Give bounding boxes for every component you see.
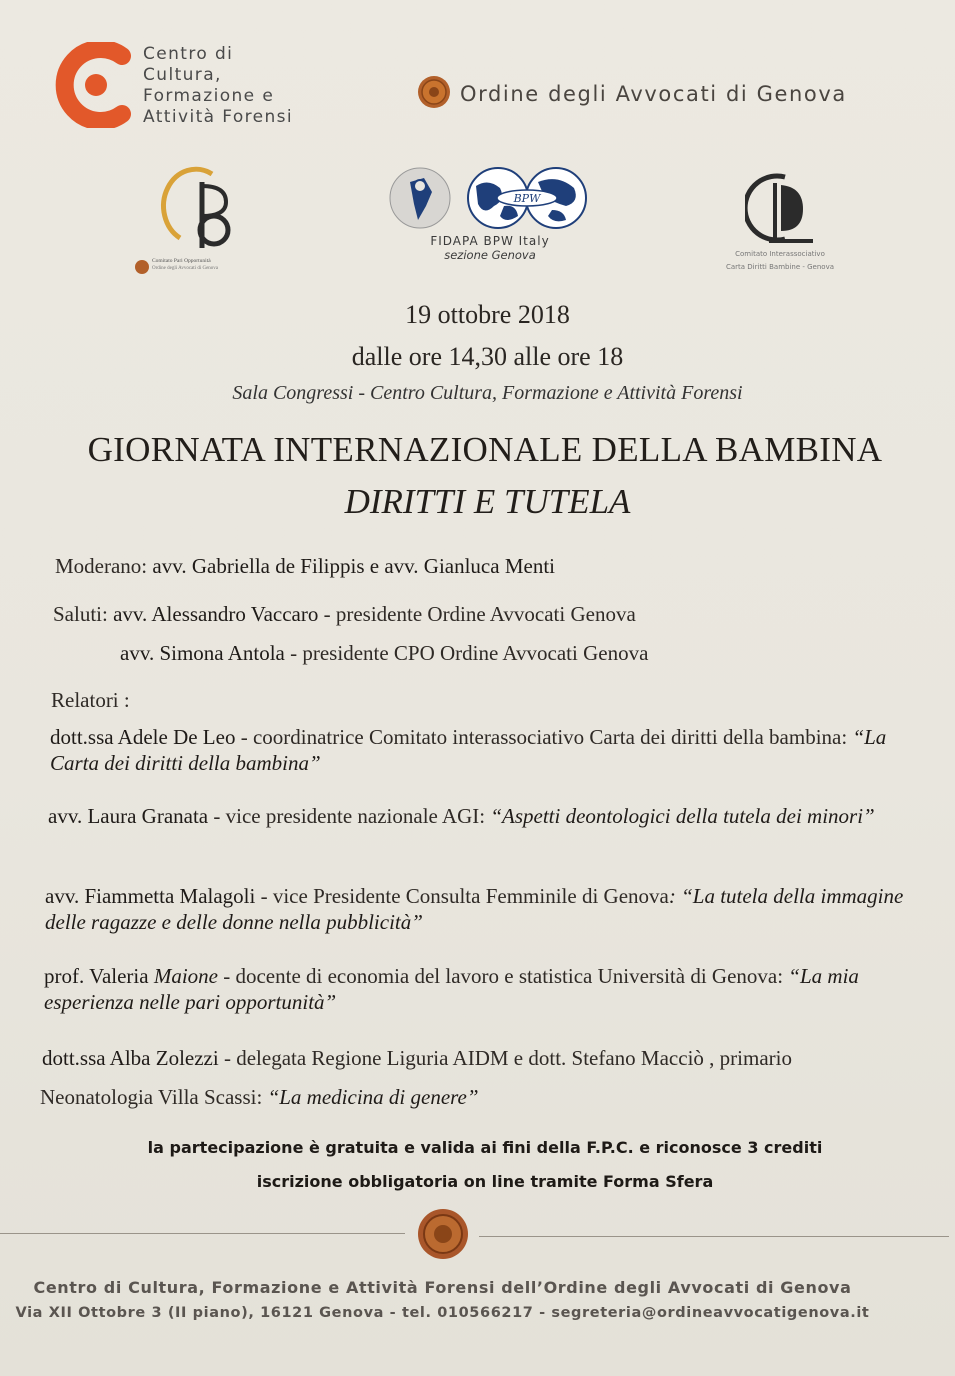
moderators-line	[55, 553, 555, 579]
cpo-seal-icon	[134, 259, 150, 275]
speaker-5-line-2	[40, 1084, 920, 1110]
speaker-2	[48, 803, 928, 829]
carta-diritti-logo	[745, 173, 817, 247]
speaker-1-role: - coordinatrice Comitato interassociativo Carta dei diritti della bambina:	[235, 725, 853, 749]
footer-divider-right	[479, 1236, 949, 1237]
cpo-caption-2: Ordine degli Avvocati di Genova	[152, 266, 219, 271]
centro-cultura-logo-text: Centro di Cultura, Formazione e Attività Forensi	[143, 44, 294, 127]
event-hours: dalle ore 14,30 alle ore 18	[351, 342, 624, 371]
footer-seal-icon	[417, 1208, 469, 1260]
speaker-5-line2: Neonatologia Villa Scassi:	[40, 1085, 268, 1109]
fidapa-title: FIDAPA BPW Italy	[430, 234, 550, 248]
speaker-4-name-b: Maione	[153, 964, 218, 988]
ordine-title: Ordine degli Avvocati di Genova	[460, 82, 847, 106]
bpw-mark: BPW	[513, 192, 541, 205]
footer-divider-left	[0, 1233, 405, 1234]
greetings-1-role: - presidente Ordine Avvocati Genova	[318, 602, 636, 626]
cpo-logo	[150, 160, 245, 260]
event-date: 19 ottobre 2018	[405, 300, 570, 329]
speaker-3	[45, 883, 925, 935]
speaker-3-name: avv. Fiammetta Malagoli	[45, 884, 256, 908]
speaker-5-talk: “La medicina di genere”	[267, 1085, 479, 1109]
moderators-label: Moderano:	[55, 554, 148, 578]
greetings-line-1	[53, 601, 636, 627]
greetings-2-role: - presidente CPO Ordine Avvocati Genova	[284, 641, 649, 665]
speaker-4	[44, 963, 924, 1015]
speaker-1	[50, 724, 930, 776]
carta-diritti-caption-2: Carta Diritti Bambine - Genova	[725, 263, 835, 271]
footer-contact: Via XII Ottobre 3 (II piano), 16121 Genova - tel. 010566217 - segreteria@ordineavvocatigenova.it	[15, 1305, 870, 1321]
event-title: GIORNATA INTERNAZIONALE DELLA BAMBINA	[87, 430, 883, 469]
participation-note: la partecipazione è gratuita e valida ai fini della F.P.C. e riconosce 3 crediti	[147, 1138, 823, 1157]
carta-diritti-caption-1: Comitato Interassociativo	[735, 250, 825, 258]
ordine-seal-icon	[417, 75, 451, 109]
speaker-4-talk: “La mia esperienza nelle pari opportunità”	[44, 964, 859, 1014]
cpo-caption-1: Comitato Pari Opportunità	[152, 258, 211, 264]
speaker-2-name: avv. Laura Granata	[48, 804, 209, 828]
centro-cultura-logo	[52, 42, 132, 128]
speaker-3-role: - vice Presidente Consulta Femminile di Genova	[255, 884, 669, 908]
speaker-5-role: - delegata Regione Liguria AIDM e dott. Stefano Macciò , primario	[218, 1046, 792, 1070]
registration-note: iscrizione obbligatoria on line tramite Forma Sfera	[256, 1172, 714, 1191]
greetings-2-name: avv. Simona Antola	[120, 641, 285, 665]
speaker-2-role: - vice presidente nazionale AGI:	[208, 804, 491, 828]
speakers-label: Relatori :	[51, 688, 130, 712]
speaker-4-role: - docente di economia del lavoro e statistica Università di Genova:	[217, 964, 789, 988]
fidapa-bpw-logo	[388, 166, 590, 232]
event-venue: Sala Congressi - Centro Cultura, Formazione e Attività Forensi	[232, 382, 743, 404]
speaker-4-name-a: prof. Valeria	[44, 964, 154, 988]
greetings-line-2	[120, 640, 648, 666]
greetings-1-name: avv. Alessandro Vaccaro	[113, 602, 319, 626]
speaker-5-name: dott.ssa Alba Zolezzi	[42, 1046, 219, 1070]
fidapa-subtitle: sezione Genova	[444, 248, 536, 262]
event-subtitle: DIRITTI E TUTELA	[344, 482, 631, 521]
speaker-3-talk: : “La tutela della immagine delle ragazze e delle donne nella pubblicità”	[45, 884, 904, 934]
speaker-1-talk: “La Carta dei diritti della bambina”	[50, 725, 887, 775]
greetings-label: Saluti:	[53, 602, 108, 626]
speaker-5-line-1	[42, 1045, 922, 1071]
speaker-2-talk: “Aspetti deontologici della tutela dei minori”	[490, 804, 875, 828]
moderators-names: avv. Gabriella de Filippis e avv. Gianluca Menti	[152, 554, 555, 578]
footer-organization: Centro di Cultura, Formazione e Attività Forensi dell’Ordine degli Avvocati di Genova	[33, 1278, 852, 1297]
speaker-1-name: dott.ssa Adele De Leo	[50, 725, 236, 749]
